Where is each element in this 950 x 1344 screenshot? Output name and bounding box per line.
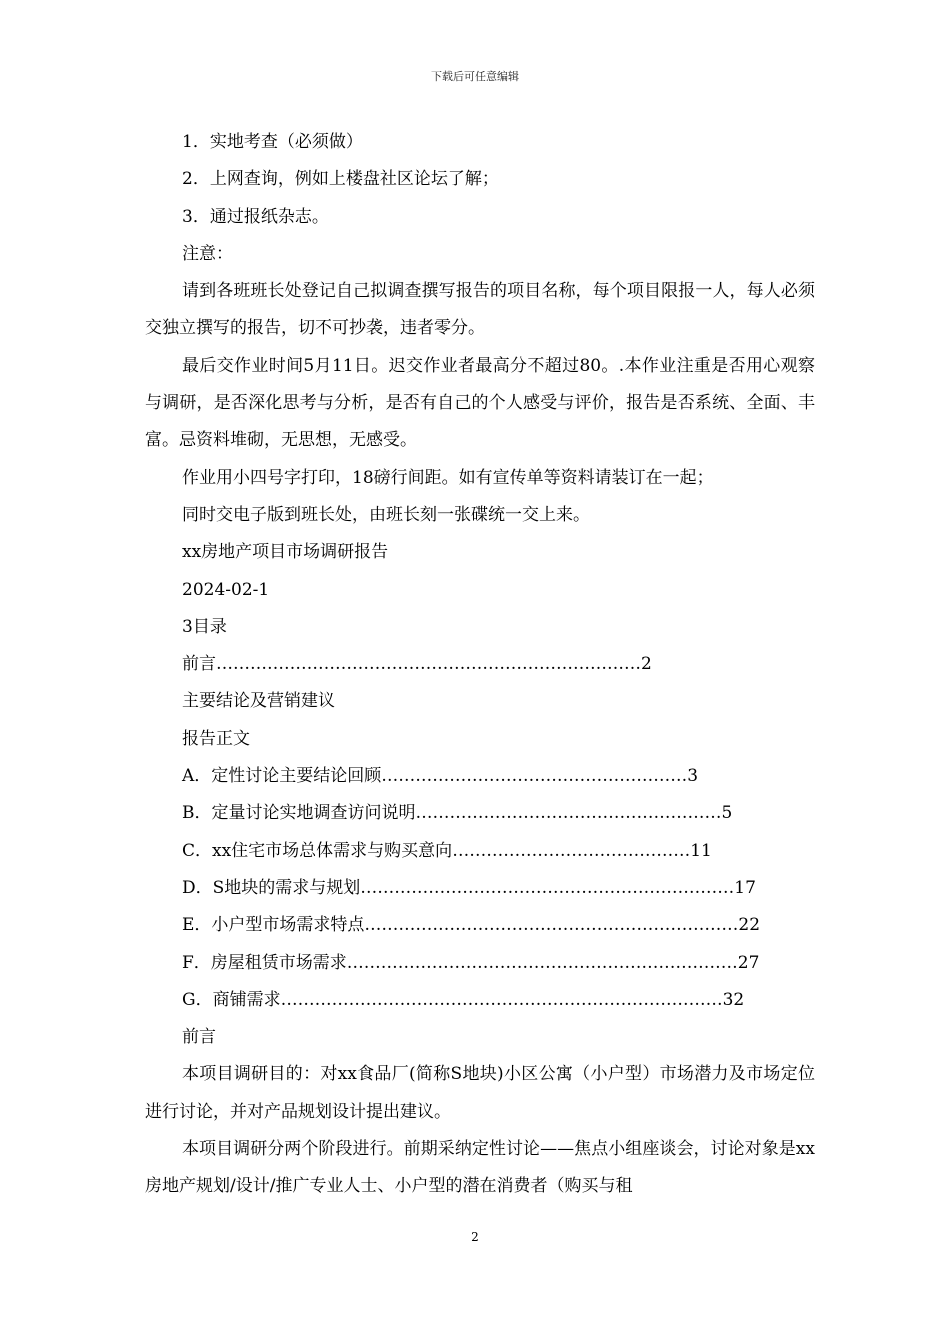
toc-leader-dots: ………………………………………………………………… [216, 654, 641, 675]
paragraph: 本项目调研分两个阶段进行。前期采纳定性讨论——焦点小组座谈会，讨论对象是xx房地产规划/设计/推广专业人士、小户型的潜在消费者（购买与租 [145, 1139, 815, 1197]
paragraph: 最后交作业时间5月11日。迟交作业者最高分不超过80。.本作业注重是否用心观察与调研，是否深化思考与分析，是否有自己的个人感受与评价，报告是否系统、全面、丰富。忌资料堆砌，无思想，无感受。 [145, 355, 815, 451]
toc-page-number: 17 [734, 877, 756, 898]
toc-label: E．小户型市场需求特点 [182, 915, 365, 936]
paragraph: 本项目调研目的：对xx食品厂(简称S地块)小区公寓（小户型）市场潜力及市场定位进行讨论，并对产品规划设计提出建议。 [145, 1064, 815, 1122]
toc-page-number: 2 [641, 654, 652, 675]
toc-entry [145, 758, 815, 795]
toc-page-number: 22 [738, 915, 761, 936]
toc-label: F．房屋租赁市场需求 [182, 952, 347, 973]
paragraph: 同时交电子版到班长处，由班长刻一张碟统一交上来。 [182, 504, 590, 525]
toc-label: B．定量讨论实地调查访问说明 [182, 803, 416, 824]
toc-leader-dots: ……………………………………………… [381, 766, 688, 787]
toc-leader-dots: …………………………………………………………… [346, 952, 738, 973]
list-item: 1．实地考查（必须做） [182, 132, 363, 152]
toc-label: C．xx住宅市场总体需求与购买意向 [182, 840, 453, 861]
list-item: 2．上网查询，例如上楼盘社区论坛了解； [182, 169, 499, 190]
toc-section-conclusions: 主要结论及营销建议 [182, 691, 335, 712]
report-title: xx房地产项目市场调研报告 [182, 542, 389, 563]
toc-leader-dots: ……………………………………………… [415, 803, 722, 824]
toc-entry [145, 907, 815, 944]
toc-label: D．S地块的需求与规划 [182, 877, 361, 898]
toc-entry-preface [145, 646, 815, 683]
toc-entry [145, 945, 815, 982]
note-label: 注意： [182, 243, 233, 264]
paragraph: 请到各班班长处登记自己拟调查撰写报告的项目名称，每个项目限报一人，每人必须交独立撰写的报告，切不可抄袭，违者零分。 [145, 281, 815, 339]
toc-page-number: 3 [687, 766, 699, 787]
toc-leader-dots: …………………………………………………………………… [280, 989, 723, 1010]
toc-page-number: 11 [690, 840, 712, 861]
toc-page-number: 32 [722, 989, 745, 1010]
toc-page-number: 27 [737, 952, 760, 973]
toc-label: 前言 [182, 654, 216, 675]
page-body [145, 124, 815, 1206]
toc-title: 3目录 [182, 616, 227, 637]
toc-leader-dots: …………………………………… [452, 840, 691, 861]
toc-entry [145, 982, 815, 1019]
report-date: 2024-02-1 [182, 579, 270, 600]
toc-leader-dots: ………………………………………………………… [364, 915, 739, 936]
paragraph: 作业用小四号字打印，18磅行间距。如有宣传单等资料请装订在一起； [182, 467, 714, 488]
toc-section-body: 报告正文 [182, 728, 250, 749]
list-item: 3．通过报纸杂志。 [182, 206, 329, 227]
toc-label: G．商铺需求 [182, 989, 281, 1010]
toc-entry [145, 795, 815, 832]
page-number: 2 [471, 1230, 479, 1244]
toc-page-number: 5 [721, 803, 733, 824]
toc-entry [145, 870, 815, 907]
toc-label: A．定性讨论主要结论回顾 [182, 766, 382, 787]
toc-leader-dots: ………………………………………………………… [360, 877, 735, 898]
section-heading-preface: 前言 [182, 1027, 216, 1048]
toc-entry [145, 833, 815, 870]
page-header: 下载后可任意编辑 [431, 70, 519, 83]
